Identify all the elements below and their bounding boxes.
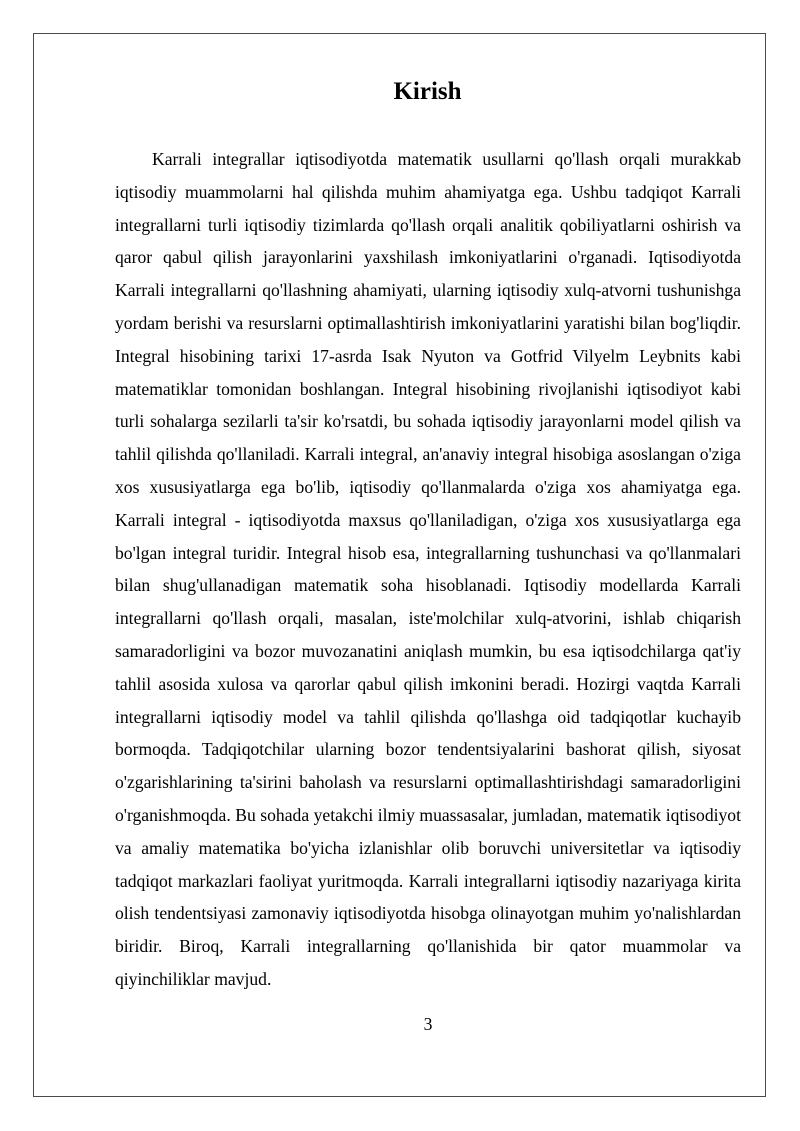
page-number: 3	[423, 1014, 433, 1034]
page-title: Kirish	[393, 78, 462, 105]
body-paragraph: Karrali integrallar iqtisodiyotda matematik usullarni qo'llash orqali murakkab iqtisodiy muammolarni hal qilishda muhim ahamiyatga ega. Ushbu tadqiqot Karrali integrallarni turli iqtisodiy tizimlarda qo'llash orqali analitik qobiliyatlarni oshirish va qaror qabul qilish jarayonlarini yaxshilash imkoniyatlarini o'rganadi. Iqtisodiyotda Karrali integrallarni qo'llashning ahamiyati, ularning iqtisodiy xulq-atvorni tushunishga yordam berishi va resurslarni optimallashtirish imkoniyatlarini yaratishi bilan bog'liqdir. Integral hisobining tarixi 17-asrda Isak Nyuton va Gotfrid Vilyelm Leybnits kabi matematiklar tomonidan boshlangan. Integral hisobining rivojlanishi iqtisodiyot kabi turli sohalarga sezilarli ta'sir ko'rsatdi, bu sohada iqtisodiy jarayonlarni model qilish va tahlil qilishda qo'llaniladi. Karrali integral, an'anaviy integral hisobiga asoslangan o'ziga xos xususiyatlarga ega bo'lib, iqtisodiy qo'llanmalarda o'ziga xos ahamiyatga ega. Karrali integral - iqtisodiyotda maxsus qo'llaniladigan, o'ziga xos xususiyatlarga ega bo'lgan integral turidir. Integral hisob esa, integrallarning tushunchasi va qo'llanmalari bilan shug'ullanadigan matematik soha hisoblanadi. Iqtisodiy modellarda Karrali integrallarni qo'llash orqali, masalan, iste'molchilar xulq-atvorini, ishlab chiqarish samaradorligini va bozor muvozanatini aniqlash mumkin, bu esa iqtisodchilarga qat'iy tahlil asosida xulosa va qarorlar qabul qilish imkonini beradi. Hozirgi vaqtda Karrali integrallarni iqtisodiy model va tahlil qilishda qo'llashga oid tadqiqotlar kuchayib bormoqda. Tadqiqotchilar ularning bozor tendentsiyalarini bashorat qilish, siyosat o'zgarishlarining ta'sirini baholash va resurslarni optimallashtirishdagi samaradorligini o'rganishmoqda. Bu sohada yetakchi ilmiy muassasalar, jumladan, matematik iqtisodiyot va amaliy matematika bo'yicha izlanishlar olib boruvchi universitetlar va iqtisodiy tadqiqot markazlari faoliyat yuritmoqda. Karrali integrallarni iqtisodiy nazariyaga kirita olish tendentsiyasi zamonaviy iqtisodiyotda hisobga olinayotgan muhim yo'nalishlardan biridir. Biroq, Karrali integrallarning qo'llanishida bir qator muammolar va qiyinchiliklar mavjud.	[115, 149, 741, 989]
